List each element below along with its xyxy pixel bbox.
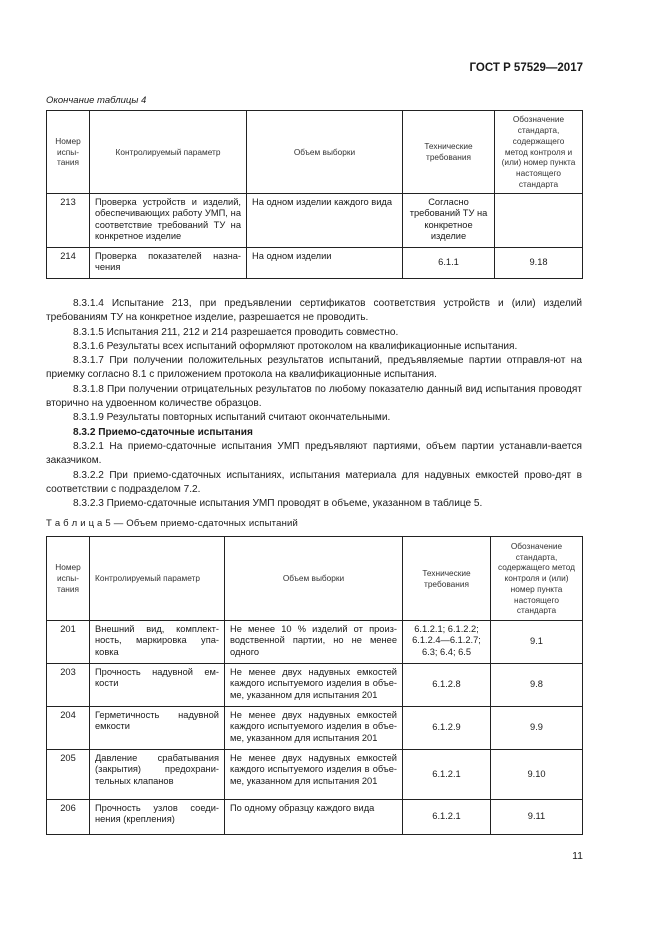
table-row xyxy=(47,750,583,800)
sample-size: По одному образцу каждого вида xyxy=(225,800,403,835)
tech-requirements: 6.1.2.1 xyxy=(403,750,491,800)
table-5 xyxy=(46,536,583,835)
test-number: 204 xyxy=(47,707,90,750)
test-number: 213 xyxy=(47,194,90,248)
header-test-number: Номер испы-тания xyxy=(47,111,90,194)
header-parameter: Контролируемый параметр xyxy=(90,537,225,621)
header-sample-size: Объем выборки xyxy=(247,111,403,194)
table-header-row xyxy=(47,537,583,621)
tech-requirements: Согласно требований ТУ на конкретное изделие xyxy=(403,194,495,248)
tech-requirements: 6.1.2.9 xyxy=(403,707,491,750)
table-header-row xyxy=(47,111,583,194)
document-code: ГОСТ Р 57529—2017 xyxy=(469,62,583,74)
parameter: Прочность надувной ем-кости xyxy=(90,664,225,707)
table-4 xyxy=(46,110,583,279)
table-4-caption: Окончание таблицы 4 xyxy=(46,95,147,106)
header-method-standard: Обозначение стандарта, содержащего метод контроля и (или) номер пункта настоящего стандарта xyxy=(491,537,583,621)
table-5-caption: Т а б л и ц а 5 — Объем приемо-сдаточных испытаний xyxy=(46,518,299,529)
paragraph-8-3-1-8: 8.3.1.8 При получении отрицательных результатов по любому показателю данный вид испытания проводят вторично на удвоенном количестве образцов. xyxy=(46,383,582,410)
paragraph-8-3-2-1: 8.3.2.1 На приемо-сдаточные испытания УМП предъявляют партиями, объем партии устанавли-вается заказчиком. xyxy=(46,440,582,467)
sample-size: Не менее двух надувных емкостей каждого испытуемого изделия в объе-ме, указанном для испытания 201 xyxy=(225,707,403,750)
method-standard: 9.11 xyxy=(491,800,583,835)
sample-size: Не менее двух надувных емкостей каждого испытуемого изделия в объе-ме, указанном для испытания 201 xyxy=(225,750,403,800)
tech-requirements: 6.1.2.1; 6.1.2.2; 6.1.2.4—6.1.2.7; 6.3; 6.4; 6.5 xyxy=(403,621,491,664)
parameter: Внешний вид, комплект-ность, маркировка упа-ковка xyxy=(90,621,225,664)
parameter: Давление срабатывания (закрытия) предохрани-тельных клапанов xyxy=(90,750,225,800)
paragraph-8-3-1-5: 8.3.1.5 Испытания 211, 212 и 214 разрешается проводить совместно. xyxy=(73,326,399,338)
header-sample-size: Объем выборки xyxy=(225,537,403,621)
test-number: 214 xyxy=(47,248,90,279)
table-row xyxy=(47,707,583,750)
body-text xyxy=(46,297,582,511)
sample-size: На одном изделии xyxy=(247,248,403,279)
method-standard xyxy=(495,194,583,248)
header-tech-requirements: Технические требования xyxy=(403,537,491,621)
method-standard: 9.18 xyxy=(495,248,583,279)
table-row xyxy=(47,194,583,248)
method-standard: 9.10 xyxy=(491,750,583,800)
test-number: 206 xyxy=(47,800,90,835)
paragraph-8-3-2-2: 8.3.2.2 При приемо-сдаточных испытаниях, испытания материала для надувных емкостей прово-дят в соответствии с подразделом 7.2. xyxy=(46,469,582,495)
header-method-standard: Обозначение стандарта, содержащего метод контроля и (или) номер пункта настоящего стандарта xyxy=(495,111,583,194)
table-row xyxy=(47,664,583,707)
test-number: 203 xyxy=(47,664,90,707)
tech-requirements: 6.1.2.1 xyxy=(403,800,491,835)
parameter: Проверка устройств и изделий, обеспечивающих работу УМП, на соответствие требований ТУ на конкретное изделие xyxy=(90,194,247,248)
sample-size: На одном изделии каждого вида xyxy=(247,194,403,248)
method-standard: 9.8 xyxy=(491,664,583,707)
paragraph-8-3-1-9: 8.3.1.9 Результаты повторных испытаний считают окончательными. xyxy=(73,412,391,424)
parameter: Герметичность надувной емкости xyxy=(90,707,225,750)
paragraph-8-3-1-4: 8.3.1.4 Испытание 213, при предъявлении сертификатов соответствия устройств и (или) изделий требованиям ТУ на конкретное изделие, разрешается не проводить. xyxy=(46,298,582,324)
paragraph-8-3-1-7: 8.3.1.7 При получении положительных результатов испытаний, предъявляемые партии отправля-ют на приемку согласно 8.1 с приложением протокола на квалификационные испытания. xyxy=(46,355,582,381)
page-number: 11 xyxy=(572,850,583,862)
test-number: 205 xyxy=(47,750,90,800)
parameter: Проверка показателей назна-чения xyxy=(90,248,247,279)
table-row xyxy=(47,621,583,664)
paragraph-8-3-1-6: 8.3.1.6 Результаты всех испытаний оформляют протоколом на квалификационные испытания. xyxy=(73,340,518,352)
method-standard: 9.9 xyxy=(491,707,583,750)
section-heading-8-3-2: 8.3.2 Приемо-сдаточные испытания xyxy=(73,426,253,438)
table-row xyxy=(47,248,583,279)
sample-size: Не менее 10 % изделий от произ-водственной партии, но не менее одного xyxy=(225,621,403,664)
tech-requirements: 6.1.2.8 xyxy=(403,664,491,707)
header-test-number: Номер испы-тания xyxy=(47,537,90,621)
header-tech-requirements: Технические требования xyxy=(403,111,495,194)
paragraph-8-3-2-3: 8.3.2.3 Приемо-сдаточные испытания УМП проводят в объеме, указанном в таблице 5. xyxy=(73,498,483,510)
sample-size: Не менее двух надувных емкостей каждого испытуемого изделия в объе-ме, указанном для испытания 201 xyxy=(225,664,403,707)
tech-requirements: 6.1.1 xyxy=(403,248,495,279)
parameter: Прочность узлов соеди-нения (крепления) xyxy=(90,800,225,835)
table-row xyxy=(47,800,583,835)
header-parameter: Контролируемый параметр xyxy=(90,111,247,194)
test-number: 201 xyxy=(47,621,90,664)
method-standard: 9.1 xyxy=(491,621,583,664)
